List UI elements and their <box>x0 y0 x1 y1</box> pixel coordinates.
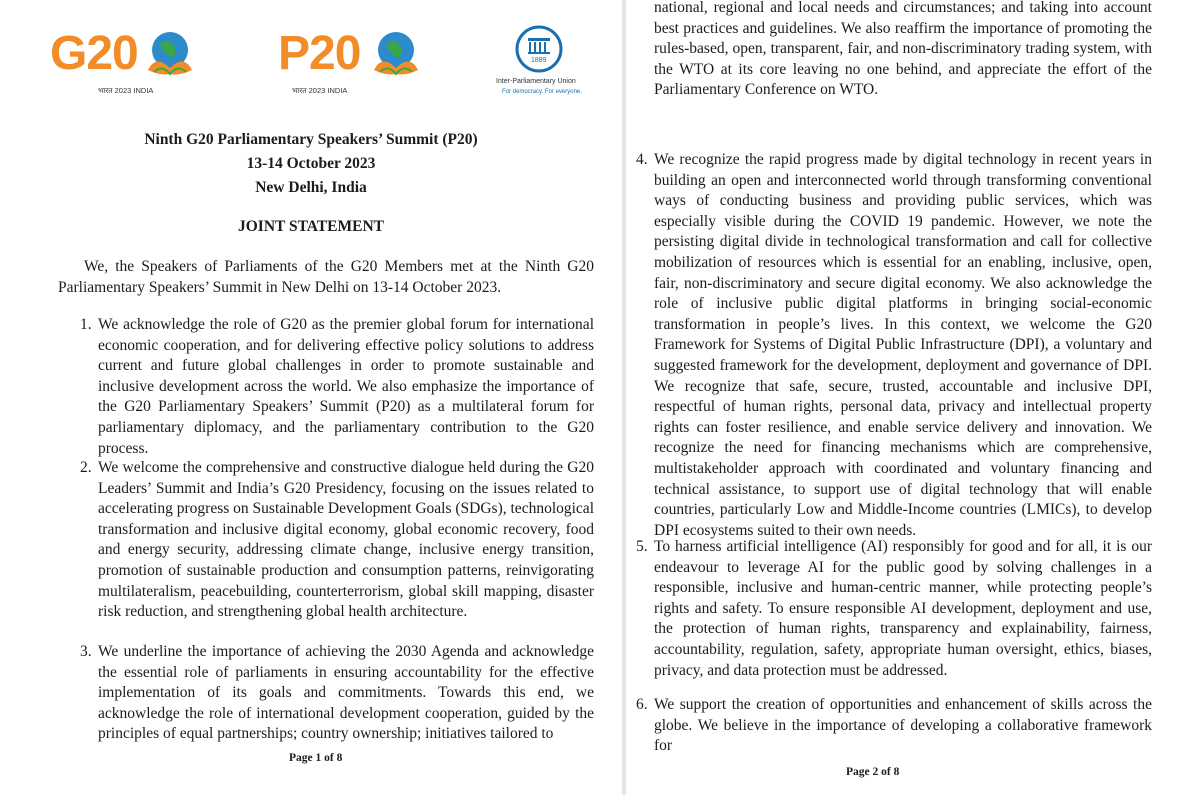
item-number: 2. <box>80 459 92 476</box>
lotus-globe-icon <box>142 24 198 84</box>
item-number: 1. <box>80 316 92 333</box>
ipu-tagline: For democracy. For everyone. <box>502 89 582 95</box>
p20-caption: भारत 2023 INDIA <box>292 86 348 95</box>
ipu-year: 1889 <box>531 57 547 64</box>
p20-logo-mark: P20 <box>278 27 361 80</box>
statement-item: We underline the importance of achieving the 2030 Agenda and acknowledge the essential role of parliaments in ensuring accountability for the effective implementation of its goals and commitments. Towards this end, we acknowledge the role of international development cooperation, guided by the principles of equal partnerships; country ownership; initiatives tailored to <box>98 643 594 743</box>
document-heading: JOINT STATEMENT <box>238 218 384 235</box>
g20-logo-mark: G20 <box>50 27 138 80</box>
summit-title: Ninth G20 Parliamentary Speakers’ Summit (P20) <box>144 131 478 148</box>
statement-item: We acknowledge the role of G20 as the premier global forum for international economic cooperation, and for delivering effective policy solutions to address current and future global challenges in order to promote sustainable and inclusive development across the world. We also emphasize the importance of the G20 Parliamentary Speakers’ Summit (P20) as a multilateral forum for parliamentary diplomacy, and the parliamentary contribution to the G20 process. <box>98 316 594 457</box>
summit-place: New Delhi, India <box>255 179 367 196</box>
item-number: 5. <box>636 538 648 555</box>
g20-caption: भारत 2023 INDIA <box>98 86 154 95</box>
statement-item: We recognize the rapid progress made by digital technology in recent years in building an open and interconnected world through transforming conventional ways of conducting business and providing public services, which was especially visible during the COVID 19 pandemic. However, we note the persisting digital divide in technological transformation and call for collective mobilization of resources which is essential for an enabling, inclusive, open, fair, non-discriminatory and secure digital economy. We also acknowledge the role of inclusive public digital platforms in bringing social-economic transformation in people’s lives. In this context, we welcome the G20 Framework for Systems of Digital Public Infrastructure (DPI), a voluntary and suggested framework for the development, deployment and governance of DPI. We recognize that safe, secure, trusted, accountable and inclusive DPI, respectful of human rights, personal data, privacy and intellectual property rights can foster resilience, and enable service delivery and innovation. We recognize the need for financing mechanisms which are comprehensive, multistakeholder approach with coordinated and voluntary financing and technical assistance, to support use of digital technology that will enable countries, particularly Low and Middle-Income countries (LMICs), to develop DPI ecosystems suited to their own needs. <box>654 151 1152 539</box>
page-footer: Page 2 of 8 <box>846 766 900 778</box>
p20-logo <box>278 24 428 99</box>
continuation-paragraph: national, regional and local needs and circumstances; and taking into account best practices and guidelines. We also reaffirm the importance of promoting the rules-based, open, transparent, fair, and non-discriminatory trading system, with the WTO at its core leaving no one behind, and appreciate the effort of the Parliamentary Conference on WTO. <box>654 0 1152 99</box>
ipu-emblem-icon <box>514 24 564 74</box>
summit-dates: 13-14 October 2023 <box>246 155 376 172</box>
ipu-name: Inter-Parliamentary Union <box>496 78 576 85</box>
item-number: 4. <box>636 151 648 168</box>
lotus-globe-icon <box>368 24 424 84</box>
g20-logo <box>50 24 200 99</box>
statement-item: To harness artificial intelligence (AI) responsibly for good and for all, it is our endeavour to leverage AI for the public good by solving challenges in a responsible, inclusive and human-centric manner, while protecting people’s rights and safety. To ensure responsible AI development, deployment and use, the protection of human rights, transparency and explainability, fairness, accountability, regulation, safety, appropriate human oversight, ethics, biases, privacy, and data protection must be addressed. <box>654 538 1152 679</box>
ipu-logo <box>490 24 590 99</box>
document-page-2 <box>626 0 1200 795</box>
statement-item: We support the creation of opportunities and enhancement of skills across the globe. We believe in the importance of developing a collaborative framework for <box>654 696 1152 755</box>
item-number: 3. <box>80 643 92 660</box>
item-number: 6. <box>636 696 648 713</box>
statement-item: We welcome the comprehensive and constructive dialogue held during the G20 Leaders’ Summit and India’s G20 Presidency, focusing on the issues related to accelerating progress on Sustainable Development Goals (SDGs), technological transformation and inclusive digital economy, global economic recovery, food and energy security, addressing climate change, inclusive energy transition, promotion of sustainable production and consumption patterns, reinvigorating multilateralism, peacebuilding, counterterrorism, global skill mapping, disaster risk reduction, and strengthening global health architecture. <box>98 459 594 621</box>
intro-paragraph: We, the Speakers of Parliaments of the G20 Members met at the Ninth G20 Parliamentary Speakers’ Summit in New Delhi on 13-14 October 2023. <box>58 258 594 296</box>
page-footer: Page 1 of 8 <box>289 752 343 764</box>
